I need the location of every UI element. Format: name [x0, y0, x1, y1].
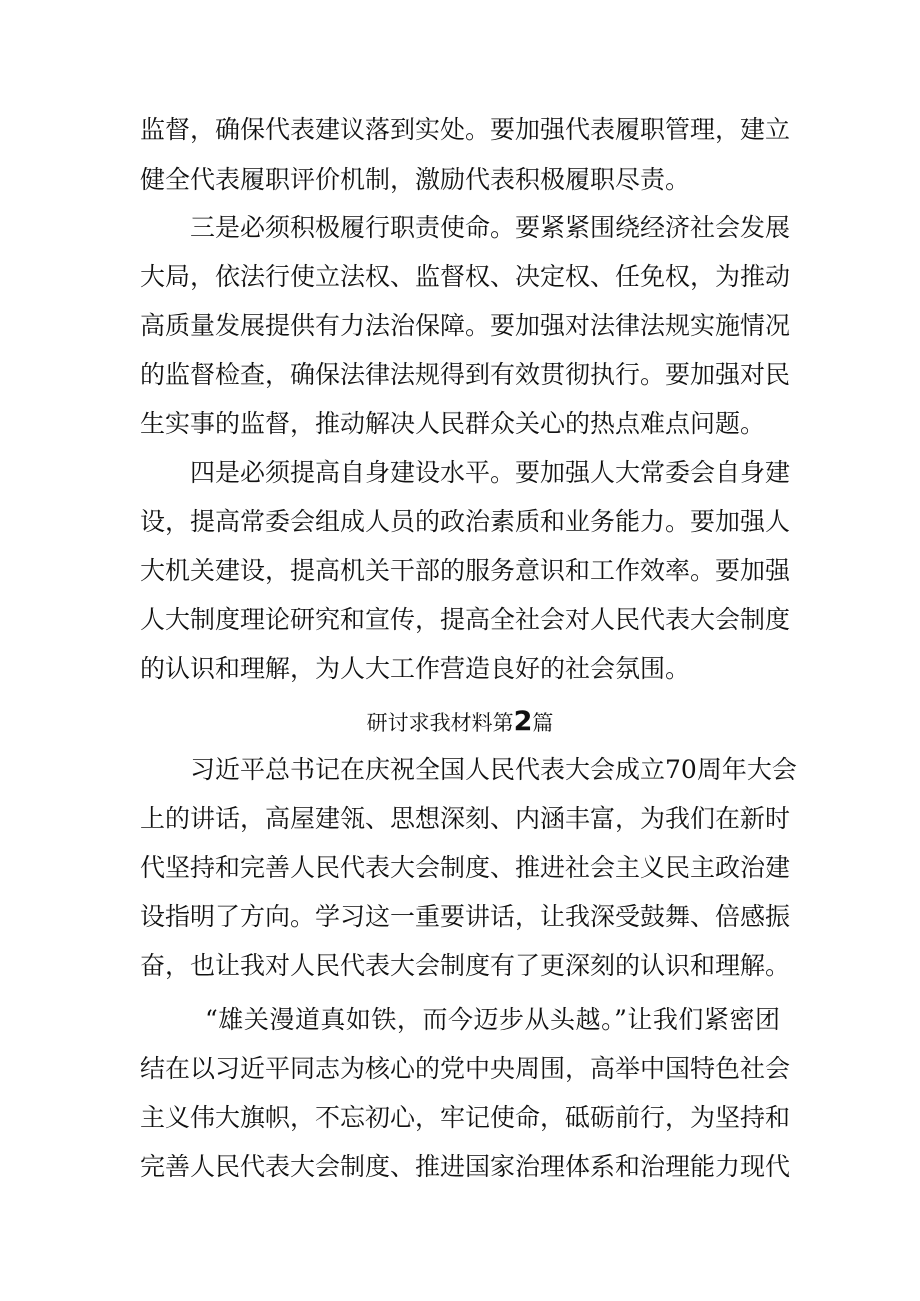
- paragraph-line: 监督，确保代表建议落到实处。要加强代表履职管理，建立: [140, 115, 791, 144]
- paragraph-line: 生实事的监督，推动解决人民群众关心的热点难点问题。: [140, 409, 766, 438]
- paragraph-line: 大局，依法行使立法权、监督权、决定权、任免权，为推动: [140, 262, 791, 291]
- paragraph-line: 主义伟大旗帜，不忘初心，牢记使命，砥砺前行，为坚持和: [140, 1103, 791, 1132]
- paragraph-line: 健全代表履职评价机制，激励代表积极履职尽责。: [140, 165, 691, 194]
- paragraph-line: 设，提高常委会组成人员的政治素质和业务能力。要加强人: [140, 507, 791, 536]
- paragraph-line: 人大制度理论研究和宣传，提高全社会对人民代表大会制度: [140, 605, 791, 634]
- paragraph-line: 奋，也让我对人民代表大会制度有了更深刻的认识和理解。: [140, 951, 791, 980]
- paragraph-line: 的认识和理解，为人大工作营造良好的社会氛围。: [140, 654, 691, 683]
- section-title-number: 2: [513, 706, 533, 737]
- paragraph-line: “雄关漫道真如铁，而今迈步从头越。”让我们紧密团: [205, 1005, 780, 1034]
- paragraph-line: 上的讲话，高屋建瓴、思想深刻、内涵丰富，为我们在新时: [140, 804, 791, 833]
- paragraph-line: 四是必须提高自身建设水平。要加强人大常委会自身建: [190, 458, 791, 487]
- paragraph-line: 完善人民代表大会制度、推进国家治理体系和治理能力现代: [140, 1152, 791, 1181]
- paragraph-line: 习近平总书记在庆祝全国人民代表大会成立70周年大会: [190, 755, 797, 784]
- paragraph-line: 高质量发展提供有力法治保障。要加强对法律法规实施情况: [140, 311, 791, 340]
- paragraph-line: 大机关建设，提高机关干部的服务意识和工作效率。要加强: [140, 556, 791, 585]
- paragraph-line: 设指明了方向。学习这一重要讲话，让我深受鼓舞、倍感振: [140, 902, 791, 931]
- paragraph-line: 的监督检查，确保法律法规得到有效贯彻执行。要加强对民: [140, 360, 791, 389]
- section-title: [0, 702, 920, 742]
- paragraph-line: 三是必须积极履行职责使命。要紧紧围绕经济社会发展: [190, 213, 791, 242]
- section-title-suffix: 篇: [532, 711, 554, 735]
- paragraph-line: 代坚持和完善人民代表大会制度、推进社会主义民主政治建: [140, 853, 791, 882]
- paragraph-line: 结在以习近平同志为核心的党中央周围，高举中国特色社会: [140, 1054, 791, 1083]
- section-title-prefix: 研讨求我材料第: [366, 711, 514, 735]
